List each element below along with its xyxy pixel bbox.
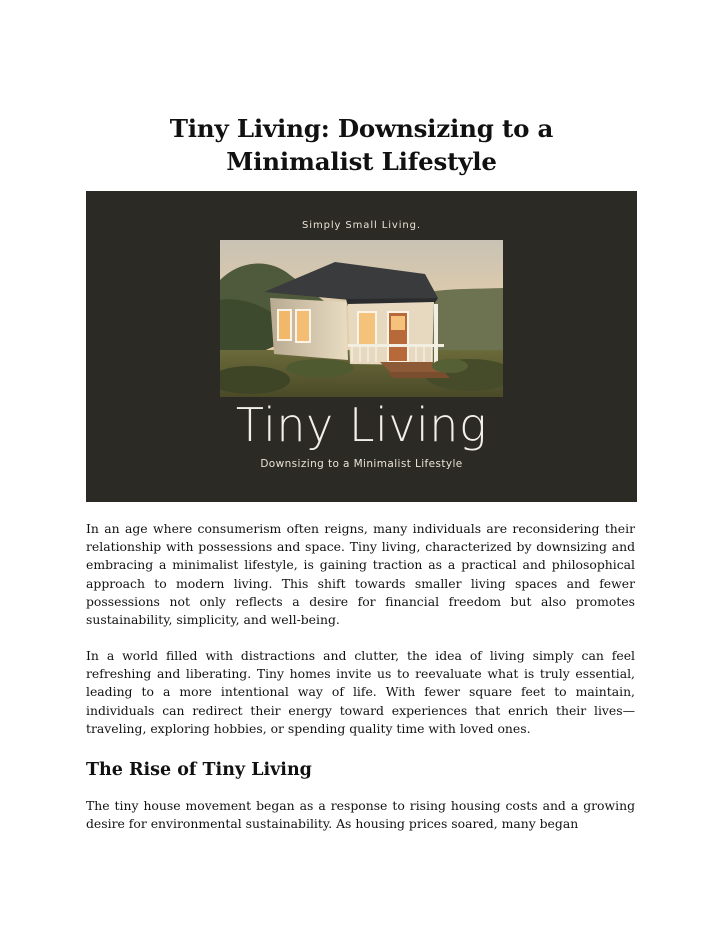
section-paragraph: The tiny house movement began as a response to rising housing costs and a growing desire for environmental sustainability. As housing prices soared, many began bbox=[86, 798, 635, 832]
window bbox=[278, 310, 291, 340]
window bbox=[296, 310, 310, 342]
window bbox=[358, 312, 376, 346]
title-line-1: Tiny Living: Downsizing to a bbox=[169, 114, 554, 143]
hero-tagline: Simply Small Living. bbox=[302, 220, 421, 231]
porch-rail bbox=[348, 344, 444, 347]
document-title bbox=[86, 112, 637, 178]
tiny-house-photo bbox=[220, 240, 503, 397]
hero-subtitle: Downsizing to a Minimalist Lifestyle bbox=[260, 458, 463, 470]
hero-title: Tiny Living bbox=[235, 398, 488, 452]
title-line-2: Minimalist Lifestyle bbox=[226, 147, 497, 176]
second-paragraph: In a world filled with distractions and clutter, the idea of living simply can feel refreshing and liberating. Tiny homes invite us to reevaluate what is truly essential, leading to a more intentional way of life. With fewer square feet to maintain, individuals can redirect their energy toward experiences that enrich their lives—traveling, exploring hobbies, or spending quality time with loved ones. bbox=[86, 648, 635, 736]
section-heading: The Rise of Tiny Living bbox=[86, 760, 312, 780]
intro-paragraph: In an age where consumerism often reigns, many individuals are reconsidering their relationship with possessions and space. Tiny living, characterized by downsizing and embracing a minimalist lifestyle, is gaining traction as a practical and philosophical approach to modern living. This shift towards smaller living spaces and fewer possessions not only reflects a desire for financial freedom but also promotes sustainability, simplicity, and well-being. bbox=[86, 521, 635, 628]
hero-banner-image bbox=[86, 191, 637, 502]
